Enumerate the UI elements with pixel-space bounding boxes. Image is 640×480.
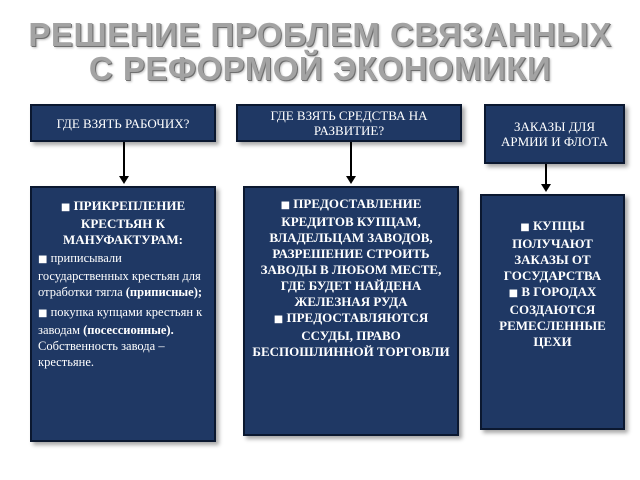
connector-orders [545,164,547,184]
title-line-2: С РЕФОРМОЙ ЭКОНОМИКИ [88,50,552,87]
bullet-icon: ■ [520,222,530,233]
connector-funds [350,142,352,176]
funds-item-loans: ■ ПРЕДОСТАВЛЯЮТСЯ ССУДЫ, ПРАВО БЕСПОШЛИННОЙ ТОРГОВЛИ [252,310,450,359]
connector-workers [123,142,125,176]
workers-item-assigned: ■ приписывали государственных крестьян для отработки тягла (приписные); [38,251,203,299]
bullet-icon: ■ [60,202,71,213]
funds-item-credits: ■ ПРЕДОСТАВЛЕНИЕ КРЕДИТОВ КУПЦАМ, ВЛАДЕЛЬЦАМ ЗАВОДОВ, РАЗРЕШЕНИЕ СТРОИТЬ ЗАВОДЫ В ЛЮБОМ МЕСТЕ, ГДЕ БУДЕТ НАЙДЕНА ЖЕЛЕЗНАЯ РУДА [260,196,442,309]
workers-solution-heading: ■ ПРИКРЕПЛЕНИЕ КРЕСТЬЯН К МАНУФАКТУРАМ: [60,198,186,247]
arrowhead-orders [541,184,551,192]
bullet-icon: ■ [38,308,48,319]
header-funds-label: ГДЕ ВЗЯТЬ СРЕДСТВА НА РАЗВИТИЕ? [270,108,428,138]
bullet-icon: ■ [273,314,284,325]
arrowhead-funds [346,176,356,184]
arrowhead-workers [119,176,129,184]
funds-solution-box [243,186,459,436]
workers-item-possessional: ■ покупка купцами крестьян к заводам (посессионные). Собственность завода – крестьяне. [38,305,203,369]
title-line-1: РЕШЕНИЕ ПРОБЛЕМ СВЯЗАННЫХ [28,16,612,53]
page-title [0,18,640,86]
header-orders [484,104,625,164]
orders-solution-box [480,194,625,430]
bullet-icon: ■ [38,254,48,265]
bullet-icon: ■ [508,288,519,299]
header-orders-label: ЗАКАЗЫ ДЛЯ АРМИИ И ФЛОТА [500,119,609,149]
orders-item-merchants: ■ КУПЦЫ ПОЛУЧАЮТ ЗАКАЗЫ ОТ ГОСУДАРСТВА [503,218,602,283]
bullet-icon: ■ [280,200,291,211]
header-workers-label: ГДЕ ВЗЯТЬ РАБОЧИХ? [56,115,190,131]
workers-solution-box [30,186,216,442]
header-workers [30,104,216,142]
header-funds [236,104,462,142]
orders-item-guilds: ■ В ГОРОДАХ СОЗДАЮТСЯ РЕМЕСЛЕННЫЕ ЦЕХИ [499,284,606,349]
